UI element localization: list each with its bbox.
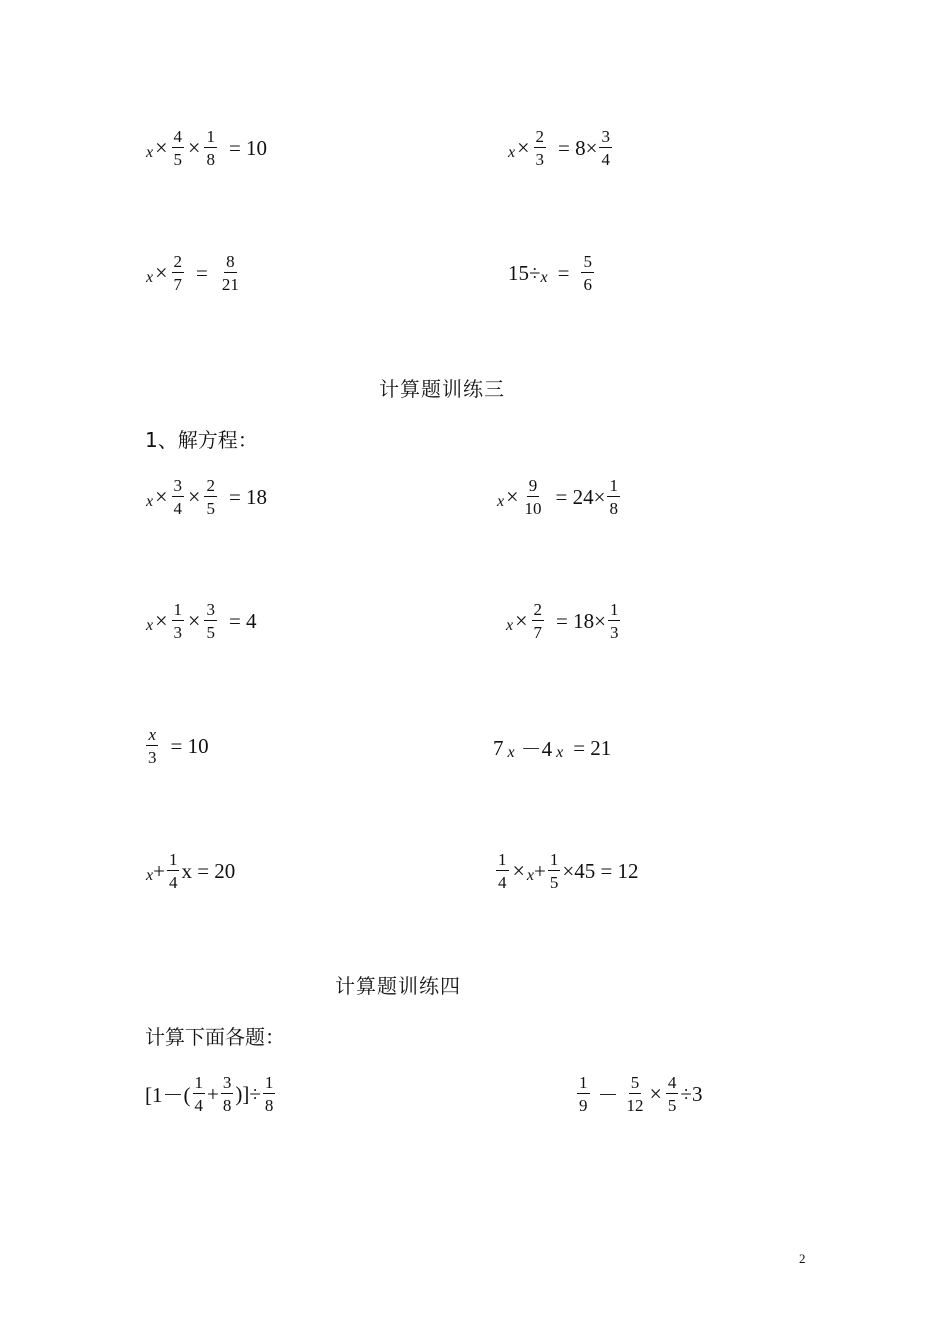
fraction (599, 128, 612, 168)
plus-sign: + (534, 858, 546, 883)
times-sign: × (188, 608, 201, 633)
denominator: 5 (667, 1096, 677, 1115)
fraction (532, 601, 545, 641)
denominator: 5 (206, 623, 215, 642)
fraction (204, 128, 217, 168)
denominator: 10 (524, 499, 542, 518)
fraction (548, 851, 561, 891)
numerator: 1 (206, 127, 215, 146)
right-hand-side: ×45 = 12 (562, 858, 639, 883)
numerator: 1 (168, 850, 178, 869)
numerator: 2 (173, 252, 183, 271)
equation-three-7 (146, 851, 235, 891)
numerator: 1 (609, 600, 619, 619)
fraction (204, 601, 217, 641)
fraction (146, 726, 159, 766)
section-label-three: 1、解方程： (145, 428, 258, 452)
variable-x: x (540, 269, 548, 286)
numerator: 1 (264, 1073, 274, 1092)
times-sign: × (155, 260, 168, 285)
equation-three-4 (506, 601, 622, 641)
numerator: 1 (549, 850, 559, 869)
expression-tail: ÷3 (680, 1081, 703, 1106)
fraction (625, 1074, 646, 1114)
denominator: 4 (173, 499, 183, 518)
times-sign: × (155, 484, 168, 509)
denominator: 7 (533, 623, 543, 642)
fraction (608, 601, 621, 641)
numerator: 3 (601, 127, 610, 146)
variable-x: x (497, 493, 505, 510)
equation-three-2 (497, 477, 622, 517)
fraction (221, 1074, 234, 1114)
fraction (607, 477, 620, 517)
plus-sign: + (153, 858, 165, 883)
numerator: 2 (535, 127, 545, 146)
right-hand-side: = 18× (556, 608, 606, 633)
fraction (581, 253, 594, 293)
denominator: 4 (168, 873, 178, 892)
fraction (577, 1074, 590, 1114)
right-hand-side: = 24× (555, 484, 606, 509)
numerator: 5 (630, 1073, 640, 1092)
fraction (220, 253, 241, 293)
equals-sign: = (557, 260, 570, 285)
equation-four-1 (145, 1074, 277, 1114)
times-sign: × (512, 858, 525, 883)
denominator: 4 (601, 150, 610, 169)
numerator: 3 (173, 476, 183, 495)
right-hand-side: = 21 (573, 735, 612, 760)
plus-sign: + (207, 1081, 219, 1106)
denominator: 8 (609, 499, 618, 518)
denominator: 4 (194, 1096, 203, 1115)
denominator: 3 (173, 623, 183, 642)
numerator: 2 (533, 600, 543, 619)
variable-x: x (507, 744, 515, 761)
times-sign: × (155, 608, 168, 633)
equation-three-8 (494, 851, 639, 891)
variable-x: x (146, 617, 154, 634)
numerator: 4 (173, 127, 183, 146)
equals-sign: = (196, 260, 208, 285)
equation-top-1 (146, 128, 267, 168)
denominator: 4 (498, 873, 507, 892)
times-sign: × (188, 484, 201, 509)
denominator: 3 (148, 748, 157, 767)
equation-top-3 (146, 253, 243, 293)
numerator: 3 (222, 1073, 232, 1092)
denominator: 6 (583, 275, 592, 294)
equation-top-2 (508, 128, 614, 168)
right-hand-side: = 4 (228, 608, 257, 633)
denominator: 8 (264, 1096, 274, 1115)
fraction (204, 477, 217, 517)
denominator: 21 (221, 275, 239, 294)
numerator: 2 (206, 476, 215, 495)
variable-x: x (146, 144, 154, 161)
numerator: 1 (609, 476, 618, 495)
fraction (172, 477, 185, 517)
denominator: 5 (549, 873, 559, 892)
fraction (666, 1074, 679, 1114)
equation-three-1 (146, 477, 267, 517)
variable-x: x (146, 269, 154, 286)
times-sign: × (649, 1081, 662, 1106)
right-hand-side: = 18 (228, 484, 268, 509)
fraction (172, 128, 185, 168)
denominator: 8 (206, 150, 215, 169)
equation-three-6 (493, 733, 611, 763)
section-title-four: 计算题训练四 (335, 974, 461, 998)
numerator: 8 (226, 252, 235, 271)
denominator: 7 (173, 275, 183, 294)
fraction (167, 851, 180, 891)
right-hand-side: = 10 (170, 733, 209, 758)
fraction (193, 1074, 206, 1114)
fraction (172, 253, 185, 293)
numerator: 1 (498, 850, 507, 869)
dividend: 15÷ (508, 260, 541, 285)
times-sign: × (188, 135, 201, 160)
expression-prefix: [1－( (145, 1083, 191, 1107)
right-hand-side: = 10 (228, 135, 268, 160)
variable-x: x (146, 867, 154, 884)
denominator: 5 (206, 499, 215, 518)
right-hand-side: x = 20 (181, 858, 236, 883)
variable-x: x (146, 493, 154, 510)
numerator: 1 (194, 1073, 203, 1092)
minus-sign: － (597, 1083, 619, 1107)
minus-term: －4 (520, 737, 553, 761)
equation-four-2 (575, 1074, 702, 1114)
times-sign: × (515, 608, 528, 633)
variable-x: x (556, 744, 564, 761)
denominator: 3 (535, 150, 545, 169)
coefficient: 7 (493, 735, 504, 760)
numerator: x (148, 725, 157, 744)
fraction (523, 477, 544, 517)
expression-middle: )]÷ (235, 1081, 261, 1106)
numerator: 1 (579, 1073, 588, 1092)
equation-three-5 (144, 726, 209, 766)
right-hand-side: = 8× (558, 135, 598, 160)
fraction (534, 128, 547, 168)
numerator: 3 (206, 600, 215, 619)
times-sign: × (517, 135, 530, 160)
section-title-three: 计算题训练三 (379, 377, 505, 401)
fraction (263, 1074, 276, 1114)
numerator: 5 (583, 252, 592, 271)
denominator: 8 (222, 1096, 232, 1115)
numerator: 4 (667, 1073, 677, 1092)
equation-three-3 (146, 601, 257, 641)
times-sign: × (506, 484, 519, 509)
numerator: 1 (173, 600, 183, 619)
fraction (496, 851, 509, 891)
variable-x: x (526, 867, 535, 884)
denominator: 9 (579, 1096, 588, 1115)
page-number: 2 (799, 1251, 806, 1266)
section-label-four: 计算下面各题： (145, 1025, 285, 1049)
variable-x: x (508, 144, 516, 161)
denominator: 5 (173, 150, 183, 169)
times-sign: × (155, 135, 168, 160)
denominator: 12 (626, 1096, 644, 1115)
equation-top-4 (508, 253, 596, 293)
denominator: 3 (609, 623, 619, 642)
fraction (172, 601, 185, 641)
numerator: 9 (528, 476, 538, 495)
variable-x: x (506, 617, 514, 634)
